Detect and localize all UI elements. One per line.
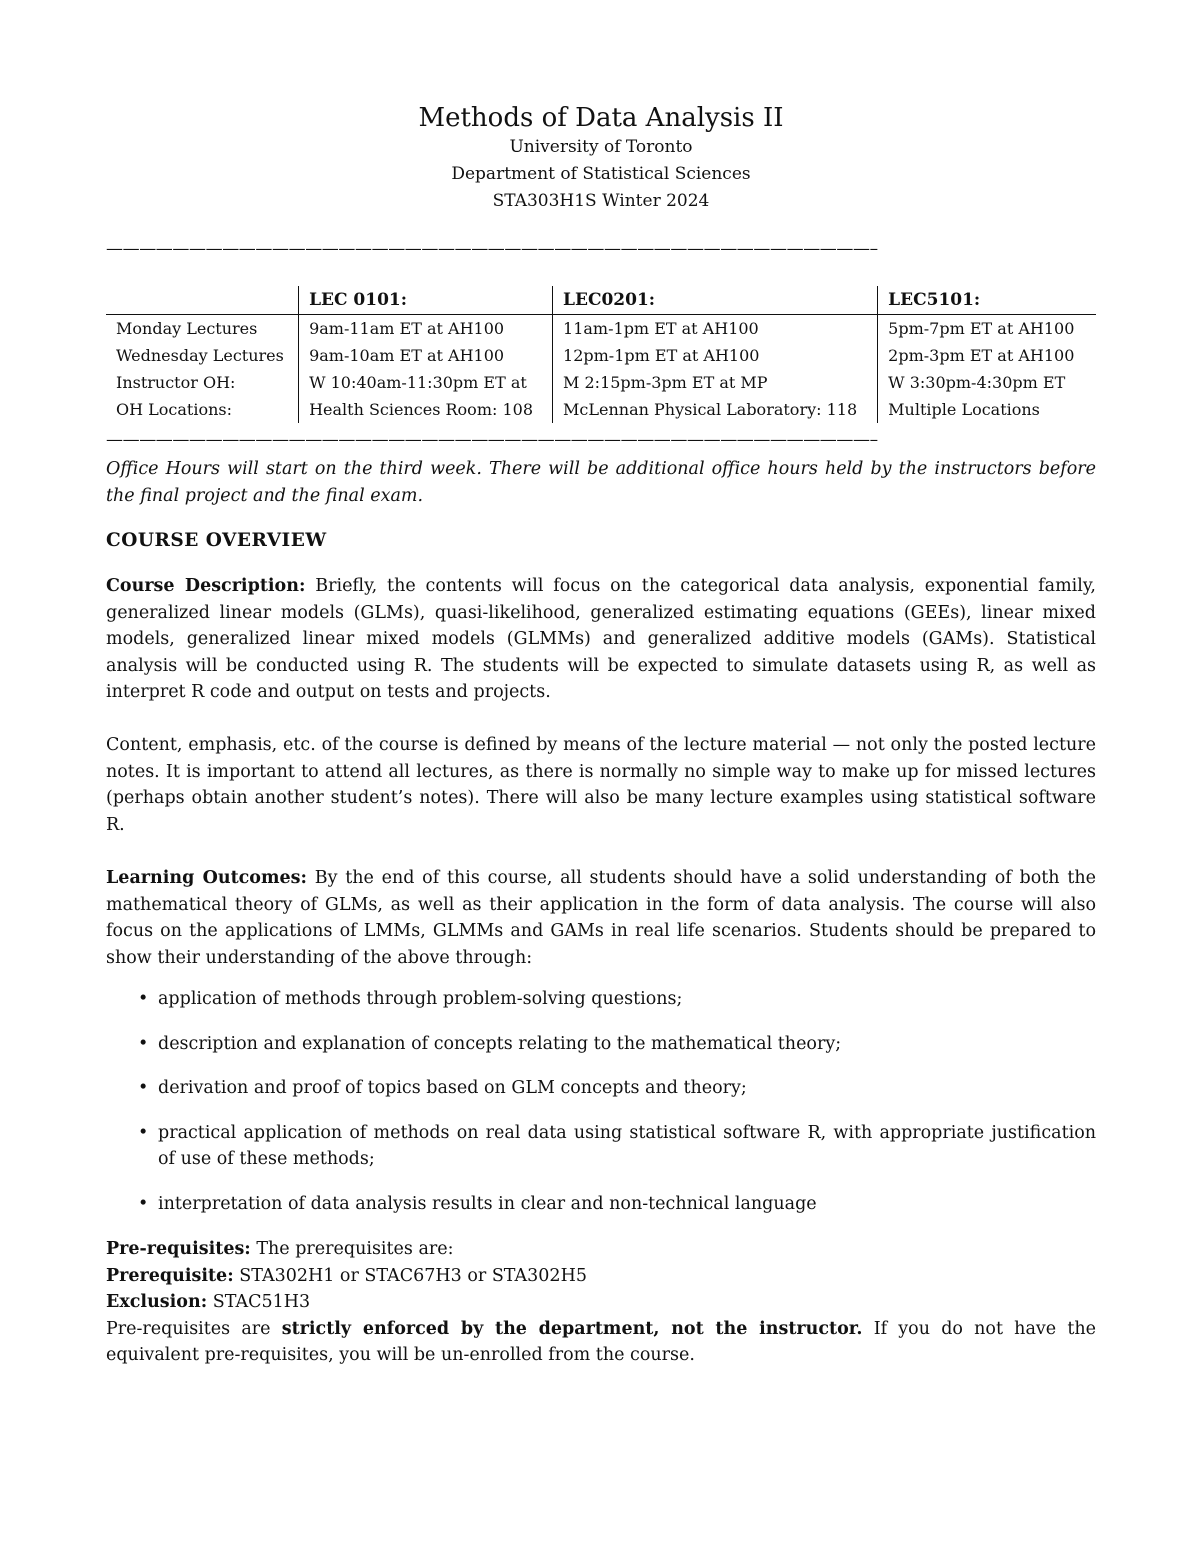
enforcement-bold: strictly enforced by the department, not the instructor. (281, 1318, 863, 1339)
list-item-text: practical application of methods on real data using statistical software R, with appropriate justification of use of these methods; (158, 1122, 1096, 1169)
schedule-cell: 5pm-7pm ET at AH100 (878, 315, 1096, 343)
prerequisites-intro-line (106, 1236, 1096, 1263)
prerequisites-intro: The prerequisites are: (256, 1239, 454, 1259)
list-item (106, 1120, 1096, 1173)
list-item-text: interpretation of data analysis results in clear and non-technical language (158, 1193, 817, 1214)
course-term: STA303H1S Winter 2024 (492, 191, 710, 211)
learning-outcomes (106, 865, 1096, 971)
schedule-header-blank (106, 286, 299, 315)
university-name: University of Toronto (509, 137, 693, 157)
prerequisite-line (106, 1263, 1096, 1290)
list-item (106, 1191, 1096, 1218)
schedule-cell: 2pm-3pm ET at AH100 (878, 342, 1096, 369)
list-item-text: derivation and proof of topics based on GLM concepts and theory; (158, 1078, 747, 1098)
schedule-header-row (106, 286, 1096, 315)
schedule-rule: ——————————————————————————————————————————————– (106, 430, 878, 450)
bullet-icon: • (138, 1122, 149, 1143)
enforcement-prefix: Pre-requisites are (106, 1318, 271, 1339)
list-item (106, 1031, 1096, 1058)
schedule-cell: M 2:15pm-3pm ET at MP (553, 369, 878, 396)
prerequisites-section (106, 1236, 1096, 1369)
bullet-icon: • (138, 1078, 149, 1098)
schedule-cell: 11am-1pm ET at AH100 (553, 315, 878, 343)
outcomes-list (106, 986, 1096, 1235)
schedule-cell: 9am-11am ET at AH100 (299, 315, 553, 343)
exclusion-value: STAC51H3 (212, 1292, 311, 1312)
department-name: Department of Statistical Sciences (451, 164, 751, 184)
list-item-text: application of methods through problem-solving questions; (158, 989, 683, 1009)
course-description-text: Briefly, the contents will focus on the categorical data analysis, exponential family, generalized linear models (GLMs), quasi-likelihood, generalized estimating equations (GEEs), linear mixed models, generalized linear mixed models (GLMMs) and generalized additive models (GAMs). Statistical analysis will be conducted using R. The students will be expected to simulate datasets using R, as well as interpret R code and output on tests and projects. (106, 576, 1096, 702)
schedule-cell: McLennan Physical Laboratory: 118 (553, 396, 878, 423)
schedule-row-label: Instructor OH: (116, 373, 236, 392)
learning-outcomes-text: By the end of this course, all students should have a solid understanding of both the mathematical theory of GLMs, as well as their application in the form of data analysis. The course will also focus on the applications of LMMs, GLMMs and GAMs in real life scenarios. Students should be prepared to show their understanding of the above through: (106, 868, 1096, 968)
schedule-table (106, 286, 1096, 423)
list-item-text: description and explanation of concepts relating to the mathematical theory; (158, 1033, 842, 1054)
schedule-cell: W 3:30pm-4:30pm ET (878, 369, 1096, 396)
schedule-cell: Multiple Locations (878, 396, 1096, 423)
prerequisites-label: Pre-requisites: (106, 1239, 251, 1259)
enforcement-suffix: If you do not have the equivalent pre-requisites, you will be un-enrolled from the course. (106, 1318, 1096, 1365)
bullet-icon: • (138, 1033, 149, 1054)
exclusion-line (106, 1289, 1096, 1316)
course-content-paragraph: Content, emphasis, etc. of the course is defined by means of the lecture material — not only the posted lecture notes. It is important to attend all lectures, as there is normally no simple way to make up for missed lectures (perhaps obtain another student’s notes). There will also be many lecture examples using statistical software R. (106, 735, 1096, 835)
course-description (106, 573, 1096, 706)
schedule-row (106, 396, 1096, 423)
office-hours-note: Office Hours will start on the third week. There will be additional office hours held by the instructors before the final project and the final exam. (106, 459, 1096, 506)
bullet-icon: • (138, 989, 149, 1009)
schedule-header-lec5101: LEC5101: (878, 286, 1096, 315)
schedule-cell: 9am-10am ET at AH100 (299, 342, 553, 369)
schedule-row-label: OH Locations: (116, 400, 232, 419)
schedule-row-label: Monday Lectures (116, 319, 258, 338)
schedule-header-lec0101: LEC 0101: (299, 286, 553, 315)
course-description-label: Course Description: (106, 576, 306, 596)
page-title: Methods of Data Analysis II (418, 103, 784, 133)
list-item (106, 1075, 1096, 1102)
schedule-cell: W 10:40am-11:30pm ET at (299, 369, 553, 396)
schedule-row (106, 315, 1096, 343)
schedule-cell: Health Sciences Room: 108 (299, 396, 553, 423)
schedule-row (106, 342, 1096, 369)
header-rule: ——————————————————————————————————————————————– (106, 239, 878, 259)
course-overview-heading: COURSE OVERVIEW (106, 530, 327, 551)
prerequisite-value: STA302H1 or STAC67H3 or STA302H5 (239, 1265, 587, 1286)
schedule-header-lec0201: LEC0201: (553, 286, 878, 315)
bullet-icon: • (138, 1193, 149, 1214)
enforcement-note (106, 1316, 1096, 1369)
prerequisite-label: Prerequisite: (106, 1265, 234, 1286)
learning-outcomes-label: Learning Outcomes: (106, 868, 307, 888)
exclusion-label: Exclusion: (106, 1292, 208, 1312)
list-item (106, 986, 1096, 1013)
schedule-row-label: Wednesday Lectures (116, 346, 284, 365)
schedule-row (106, 369, 1096, 396)
schedule-cell: 12pm-1pm ET at AH100 (553, 342, 878, 369)
